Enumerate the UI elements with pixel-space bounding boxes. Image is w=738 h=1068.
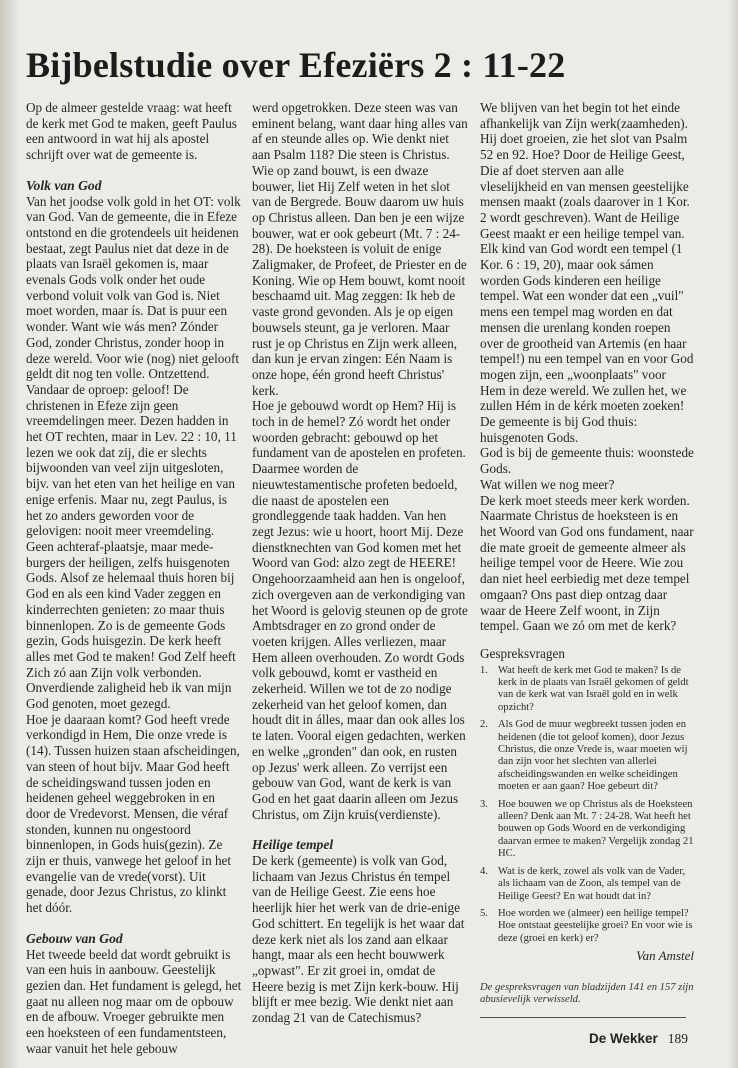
paragraph: Wat willen we nog meer? <box>480 476 615 492</box>
question-text: Als God de muur wegbreekt tussen joden en heidenen (die tot geloof komen), door Jezus Christus, die onze Vrede is, waar moeten wij dan zijn voor het slechten van allerlei afscheidingswanden en welke scheidingen moeten er aan gaan? Hoe gebeurt dit? <box>498 719 688 793</box>
question-number: 2. <box>480 719 488 731</box>
question-item <box>480 665 694 715</box>
page-footer <box>589 1031 688 1047</box>
page-edge-shadow-right <box>728 0 738 1068</box>
paragraph: werd opgetrokken. Deze steen was van eminent belang, want daar hing alles van af en steunde alles op. Wie denkt niet aan Psalm 118? Die steen is Christus. Wie op zand bouwt, is een dwaze bouwer, liet Hij Zelf weten in het slot van de Bergrede. Bouw daarom uw huis op Christus alleen. Dan ben je een wijze bouwer, wat er ook gebeurt (Mt. 7 : 24-28). De hoeksteen is voluit de enige Zaligmaker, de Profeet, de Priester en de Koning. Wie op Hem bouwt, komt nooit beschaamd uit. Mag zeggen: Ik heb de vaste grond gevonden. Als je op eigen bouwsels steunt, ga je verloren. Maar rust je op Christus en Zijn werk alleen, dan kun je ervan zingen: Eén Naam is onze hope, één grond heeft Christus' kerk. <box>252 100 468 398</box>
erratum-note: De gespreksvragen van bladzijden 141 en 157 zijn abusievelijk verwisseld. <box>480 981 694 1006</box>
author-signature: Van Amstel <box>636 948 694 964</box>
section-heading-heilige-tempel: Heilige tempel <box>252 837 334 853</box>
paragraph: God is bij de gemeente thuis: woonstede Gods. <box>480 445 694 477</box>
question-number: 1. <box>480 664 488 676</box>
page-number: 189 <box>667 1031 688 1046</box>
question-item <box>480 799 694 861</box>
paragraph: De kerk moet steeds meer kerk worden. Naarmate Christus de hoeksteen is en het Woord van God ons fundament, naar die mate groeit de gemeente almeer als heilige tempel voor de Heere. Wie zou dan niet heel eerbiedig met deze tempel omgaan? Ons past diep ontzag daar waar de Heere Zelf woont, in Zijn tempel. Gaan we zó om met de kerk? <box>480 492 694 634</box>
question-text: Wat heeft de kerk met God te maken? Is de kerk in de plaats van Israël gekomen of geldt van de kerk wat van Israël gold en in welk opzicht? <box>498 664 689 713</box>
article-title: Bijbelstudie over Efeziërs 2 : 11-22 <box>26 45 566 85</box>
column-1 <box>26 100 242 1056</box>
question-item <box>480 908 694 945</box>
paragraph: Het tweede beeld dat wordt gebruikt is van een huis in aanbouw. Geestelijk gezien dan. Het fundament is gelegd, het gaat nu alleen nog maar om de opbouw en de afbouw. Vroeger gebruikte men een hoeksteen of een fundamentsteen, waar vanuit het hele gebouw <box>26 946 242 1056</box>
question-item <box>480 719 694 793</box>
question-number: 3. <box>480 798 488 810</box>
question-text: Hoe bouwen we op Christus als de Hoeksteen alleen? Denk aan Mt. 7 : 24-28. Wat heeft het bouwen op Gods Woord en de verkondiging daarvan ermee te maken? Vergelijk zondag 21 HC. <box>498 798 694 860</box>
question-item <box>480 866 694 903</box>
discussion-questions-heading: Gespreksvragen <box>480 645 565 661</box>
question-number: 4. <box>480 865 488 877</box>
divider <box>480 1017 686 1018</box>
paragraph: Hoe je daaraan komt? God heeft vrede verkondigd in Hem, Die onze vrede is (14). Tussen huizen staan afscheidingen, van steen of hout bijv. Maar God heeft de scheidingswand tussen joden en heidenen geheel weggebroken in en door de Vredevorst. Mensen, die véraf stonden, kunnen nu ongestoord binnenlopen, in Gods huis(gezin). Ze zijn er thuis, vanwege het geloof in het evangelie van de vrede(vorst). Uit genade, door Jezus Christus, zo klinkt het dóór. <box>26 711 240 916</box>
magazine-name: De Wekker <box>588 1031 658 1046</box>
paragraph: Hoe je gebouwd wordt op Hem? Hij is toch in de hemel? Zó wordt het onder woorden gebracht: gebouwd op het fundament van de apostelen en profeten. Daarmee worden de nieuwtestamentische profeten bedoeld, die naast de apostelen een grondleggende taak hadden. Van hen zegt Jezus: wie u hoort, hoort Mij. Deze dienstknechten van God komen met het Woord van God: alzo zegt de HEERE! Ongehoorzaamheid aan hen is ongeloof, zich overgeven aan de verkondiging van het Woord is gelovig steunen op de grote Ambtsdrager en zo grond onder de voeten krijgen. Alles verliezen, maar Hem alleen overhouden. Zo wordt Gods volk gebouwd, komt er vastheid en zekerheid. Willen we tot de zo nodige zekerheid van het geloof komen, dan houdt dit in álles, maar dan ook alles los te laten. Vooral eigen gedachten, werken en welke „gronden" dan ook, en rusten op Jezus' werk alleen. Zo verrijst een gebouw van God, want de kerk is van God en het gaat daarin alleen om Jezus Christus, om Zijn kruis(verdienste). <box>252 398 468 822</box>
question-number: 5. <box>480 907 488 919</box>
question-text: Hoe worden we (almeer) een heilige tempel? Hoe ontstaat geestelijke groei? En voor wie is deze (groei en kerk) er? <box>498 907 693 944</box>
column-3 <box>480 100 694 1018</box>
column-2 <box>252 100 468 1026</box>
intro-paragraph: Op de almeer gestelde vraag: wat heeft de kerk met God te maken, geeft Paulus een antwoord in wat hij als apostel schrijft over wat de gemeente is. <box>26 100 237 163</box>
discussion-questions-list <box>480 665 694 946</box>
page-edge-shadow <box>0 0 20 1068</box>
section-heading-volk-van-god: Volk van God <box>26 177 102 193</box>
question-text: Wat is de kerk, zowel als volk van de Vader, als lichaam van de Zoon, als tempel van de Heilige Geest? En wat houdt dat in? <box>498 865 686 902</box>
section-heading-gebouw-van-god: Gebouw van God <box>26 930 123 946</box>
paragraph: De kerk (gemeente) is volk van God, lichaam van Jezus Christus én tempel van de Heilige Geest. Zie eens hoe heerlijk hier het werk van de drie-enige God schittert. En tegelijk is het waar dat deze kerk niet als los zand aan elkaar hangt, maar als een hecht bouwwerk „opwast". Er zit groei in, omdat de Heere bezig is met Zijn kerk-bouw. Hij blijft er mee bezig. Wie denkt niet aan zondag 21 van de Catechismus? <box>252 853 465 1026</box>
paragraph: Van het joodse volk gold in het OT: volk van God. Van de gemeente, die in Efeze ontstond en die grotendeels uit heidenen bestaat, zegt Paulus niet dat deze in de plaats van Israël gekomen is, maar evenals Gods volk onder het oude verbond voluit volk van God is. Niet moet worden, maar ís. Dat is puur een wonder. Want wie wás men? Zónder God, zonder Christus, zonder hoop in deze wereld. Voor wie (nog) niet gelooft geldt dit nog ten volle. Ontzettend. Vandaar de oproep: geloof! De christenen in Efeze zijn geen vreemdelingen meer. Dezen hadden in het OT rechten, maar in Lev. 22 : 10, 11 lezen we ook dat zij, die er slechts bijwoonden van veel zijn uitgesloten, bijv. van het eten van het heilige en van enige erfenis. Maar nu, zegt Paulus, is het zo anders geworden voor de gelovigen: nooit meer vreemdeling. Geen achteraf-plaatsje, maar mede-burgers der heiligen, zelfs huisgenoten Gods. Alsof ze helemaal thuis horen bij God en als een kind Vader zeggen en kinderrechten genieten: zo maar thuis binnenlopen. Zo is de gemeente Gods gezin, Gods huisgezin. De kerk heeft alles met God te maken! God Zelf heeft Zich zó aan Zijn volk verbonden. Onverdiende zaligheid heb ik van mijn God genoten, moet gezegd. <box>26 193 241 712</box>
paragraph: We blijven van het begin tot het einde afhankelijk van Zíjn werk(zaamheden). Hij doet groeien, zie het slot van Psalm 52 en 92. Hoe? Door de Heilige Geest, Die af doet sterven aan alle vleselijkheid en van mensen geestelijke mensen maakt (zoals daarover in 1 Kor. 2 wordt geschreven). Want de Heilige Geest maakt er een heilige tempel van. Elk kind van God wordt een tempel (1 Kor. 6 : 19, 20), maar ook sámen worden Gods kinderen een heilige tempel. Wat een wonder dat een „vuil" mens een tempel mag worden en dat mensen die urenlang konden roepen over de grootheid van Artemis (en haar tempel!) nu een tempel van en voor God mogen zijn, een „woonplaats" voor Hem in deze wereld. We zullen het, we zullen Hém in de kérk moeten zoeken! De gemeente is bij God thuis: huisgenoten Gods. <box>480 100 694 445</box>
